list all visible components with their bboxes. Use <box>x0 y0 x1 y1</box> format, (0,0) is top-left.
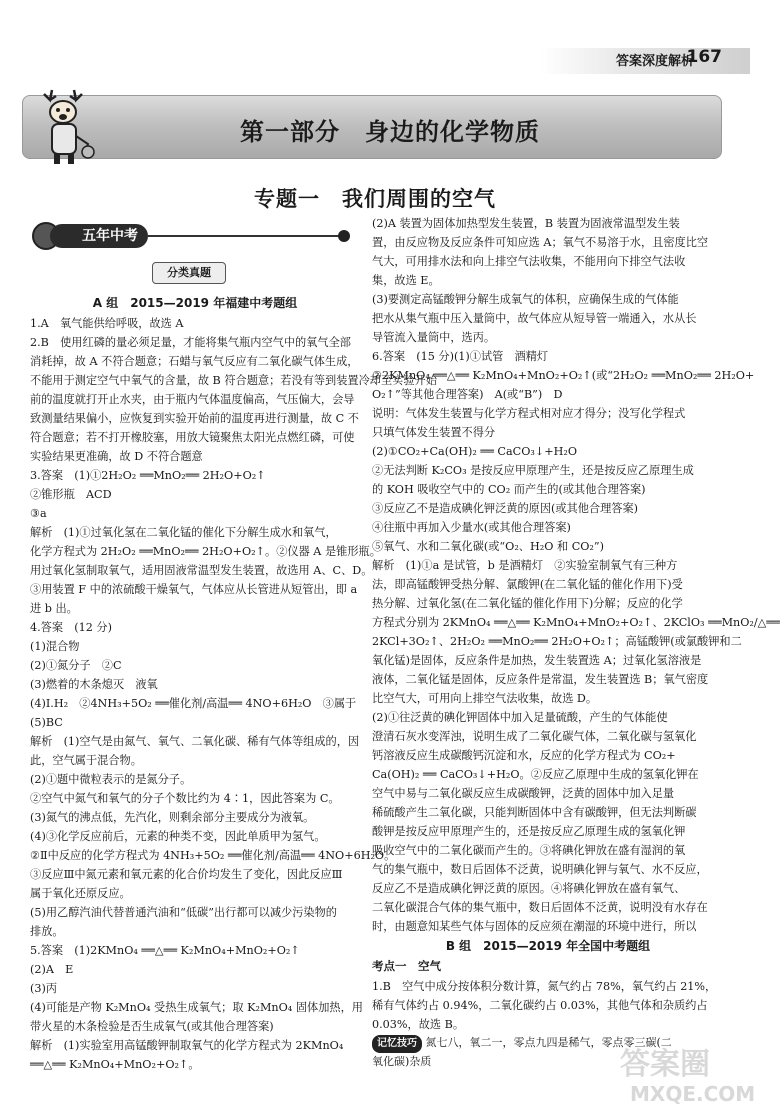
divider <box>148 235 340 237</box>
group-b-title: B 组 2015—2019 年全国中考题组 <box>445 939 651 953</box>
answer-line: 前的温度就打开止水夹，由于瓶内气体温度偏高，气压偏大，会导 <box>30 393 355 406</box>
answer-line: 致测量结果偏小，应恢复到实验开始前的温度再进行测量，故 C 不 <box>30 412 359 425</box>
answer-line: 气的集气瓶中，数日后固体不泛黄，说明碘化钾与氧气、水不反应， <box>372 863 708 876</box>
answer-line: ④往瓶中再加入少量水(或其他合理答案) <box>372 521 571 534</box>
answer-line: ②空气中氮气和氧气的分子个数比约为 4∶1，因此答案为 C。 <box>30 792 340 805</box>
answer-line: 只填气体发生装置不得分 <box>372 426 496 439</box>
header-section-title: 答案深度解析 <box>615 54 694 69</box>
answer-line: ②锥形瓶 ACD <box>30 488 112 501</box>
answer-line: 2KCl+3O₂↑、2H₂O₂ ══MnO₂══ 2H₂O+O₂↑；高锰酸钾(或氯酸钾和二 <box>372 635 742 648</box>
answer-line: (2)A 装置为固体加热型发生装置，B 装置为固液常温型发生装 <box>372 217 680 230</box>
part-title: 第一部分 身边的化学物质 <box>240 118 540 146</box>
answer-line: 消耗掉，故 A 不符合题意；石蜡与氧气反应有二氧化碳气体生成， <box>30 355 359 368</box>
answer-line: 进 b 出。 <box>30 602 78 615</box>
answer-line: 集，故选 E。 <box>372 274 440 287</box>
memory-tip-label: 记忆技巧 <box>372 1035 422 1053</box>
answer-line: (2)A E <box>30 963 74 976</box>
answer-line: Ca(OH)₂ ══ CaCO₃↓+H₂O。②反应乙原理中生成的氢氧化钾在 <box>372 768 699 781</box>
answer-line: 解析 (1)实验室用高锰酸钾制取氧气的化学方程式为 2KMnO₄ <box>30 1039 344 1052</box>
memory-tip-text-cont: 氧化碳)杂质 <box>372 1055 432 1068</box>
group-b-answers <box>372 977 724 1034</box>
answer-line: 空气中易与二氧化碳反应生成碳酸钾，泛黄的固体中加入足量 <box>372 787 675 800</box>
answer-line: 不能用于测定空气中氧气的含量，故 B 符合题意；若没有等到装置冷却至实验开始 <box>30 374 437 387</box>
answer-line: 的 KOH 吸收空气中的 CO₂ 而产生的(或其他合理答案) <box>372 483 646 496</box>
answer-line: (3)燃着的木条熄灭 液氧 <box>30 678 158 691</box>
answer-line: 氧化锰)是固体，反应条件是加热，发生装置选 A；过氧化氢溶液是 <box>372 654 702 667</box>
answer-line: 2.B 使用红磷的量必须足量，才能将集气瓶内空气中的氧气全部 <box>30 336 351 349</box>
answer-line: (3)要测定高锰酸钾分解生成氧气的体积，应确保生成的气体能 <box>372 293 679 306</box>
answer-line: (2)①往泛黄的碘化钾固体中加入足量硫酸，产生的气体能使 <box>372 711 668 724</box>
answer-line: 1.B 空气中成分按体积分数计算，氮气约占 78%，氧气约占 21%， <box>372 980 717 993</box>
page-number: 167 <box>686 47 722 67</box>
answer-line: (2)①题中微粒表示的是氮分子。 <box>30 773 192 786</box>
answer-line: (1)混合物 <box>30 640 80 653</box>
answer-line: (2)①氮分子 ②C <box>30 659 122 672</box>
answer-line: 澄清石灰水变浑浊，说明生成了二氧化碳气体，二氧化碳与氢氧化 <box>372 730 697 743</box>
answer-line: 实验结果更准确，故 D 不符合题意 <box>30 450 203 463</box>
answer-line: 液体，二氧化锰是固体，反应条件是常温，发生装置选 B；氧气密度 <box>372 673 709 686</box>
answer-line: O₂↑”等其他合理答案) A(或“B”) D <box>372 388 563 401</box>
answer-line: ③反应乙不是造成碘化钾泛黄的原因(或其他合理答案) <box>372 502 639 515</box>
answer-line: 用过氧化氢制取氧气，适用固液常温型发生装置，故选用 A、C、D。 <box>30 564 373 577</box>
answer-line: 6.答案 (15 分)(1)①试管 酒精灯 <box>372 350 549 363</box>
answer-line: 此，空气属于混合物。 <box>30 754 142 767</box>
watermark-url: MXQE.COM <box>630 1082 756 1106</box>
answer-line: 符合题意；若不打开橡胶塞，用放大镜聚焦太阳光点燃红磷，可使 <box>30 431 355 444</box>
answer-line: 带火星的木条检验是否生成氧气(或其他合理答案) <box>30 1020 274 1033</box>
answer-line: ②Ⅱ中反应的化学方程式为 4NH₃+5O₂ ══催化剂/高温══ 4NO+6H₂O。 <box>30 849 396 862</box>
five-year-label: 五年中考 <box>50 224 148 248</box>
right-column <box>372 214 780 936</box>
answer-line: 说明：气体发生装置与化学方程式相对应才得分；没写化学程式 <box>372 407 686 420</box>
watermark-logo: 答案圈 <box>620 1047 710 1082</box>
answer-line: 热分解、过氧化氢(在二氧化锰的催化作用下)分解；反应的化学 <box>372 597 683 610</box>
answer-line: 5.答案 (1)2KMnO₄ ══△══ K₂MnO₄+MnO₂+O₂↑ <box>30 944 300 957</box>
answer-line: 导管流入量筒中，选丙。 <box>372 331 496 344</box>
answer-line: (2)①CO₂+Ca(OH)₂ ══ CaCO₃↓+H₂O <box>372 445 578 458</box>
bullet-icon <box>338 230 350 242</box>
answer-line: 吸收空气中的二氧化碳而产生的。③将碘化钾放在盛有湿润的氧 <box>372 844 686 857</box>
answer-line: 解析 (1)空气是由氮气、氧气、二氧化碳、稀有气体等组成的，因 <box>30 735 360 748</box>
memory-tip-text: 氮七八，氧二一，零点九四是稀气，零点零三碳(二 <box>425 1036 672 1049</box>
answer-line: 比空气大，可用向上排空气法收集，故选 D。 <box>372 692 598 705</box>
answer-line: 属于氧化还原反应。 <box>30 887 131 900</box>
answer-line: (4)③化学反应前后，元素的种类不变，因此单质甲为氢气。 <box>30 830 326 843</box>
answer-line: (3)丙 <box>30 982 58 995</box>
answer-line: 稀有气体约占 0.94%，二氧化碳约占 0.03%，其他气体和杂质约占 <box>372 999 708 1012</box>
answer-line: 把水从集气瓶中压入量筒中，故气体应从短导管一端通入，水从长 <box>372 312 697 325</box>
answer-line: 4.答案 (12 分) <box>30 621 112 634</box>
answer-line: ══△══ K₂MnO₄+MnO₂+O₂↑。 <box>30 1058 200 1071</box>
answer-line: 解析 (1)①a 是试管，b 是酒精灯 ②实验室制氧气有三种方 <box>372 559 678 572</box>
answer-line: (5)BC <box>30 716 63 729</box>
answer-line: 排放。 <box>30 925 64 938</box>
answer-line: 方程式分别为 2KMnO₄ ══△══ K₂MnO₄+MnO₂+O₂↑、2KClO₃ ══MnO₂/△══ <box>372 616 780 629</box>
answer-line: (5)用乙醇汽油代替普通汽油和“低碳”出行都可以减少污染物的 <box>30 906 337 919</box>
answer-line: 0.03%，故选 B。 <box>372 1018 465 1031</box>
exam-point-title: 考点一 空气 <box>372 959 441 973</box>
answer-line: 3.答案 (1)①2H₂O₂ ══MnO₂══ 2H₂O+O₂↑ <box>30 469 266 482</box>
answer-line: 二氧化碳混合气体的集气瓶中，数日后固体不泛黄，说明没有水存在 <box>372 901 708 914</box>
answer-line: (4)可能是产物 K₂MnO₄ 受热生成氧气；取 K₂MnO₄ 固体加热，用 <box>30 1001 363 1014</box>
answer-line: ②无法判断 K₂CO₃ 是按反应甲原理产生，还是按反应乙原理生成 <box>372 464 694 477</box>
answer-line: ②2KMnO₄ ══△══ K₂MnO₄+MnO₂+O₂↑(或“2H₂O₂ ══MnO₂══ 2H₂O+ <box>372 369 755 382</box>
answer-line: ③反应Ⅲ中氮元素和氧元素的化合价均发生了变化，因此反应Ⅲ <box>30 868 343 881</box>
answer-line: 化学方程式为 2H₂O₂ ══MnO₂══ 2H₂O+O₂↑。②仪器 A 是锥形瓶。 <box>30 545 381 558</box>
group-a-title: A 组 2015—2019 年福建中考题组 <box>92 296 298 310</box>
deer-mascot-icon <box>30 86 100 166</box>
answer-line: 时，由题意知某些气体与固体的反应须在潮湿的环境中进行，所以 <box>372 920 697 933</box>
answer-line: 钙溶液反应生成碳酸钙沉淀和水，反应的化学方程式为 CO₂+ <box>372 749 676 762</box>
five-year-bar <box>30 222 350 250</box>
answer-line: 置，由反应物及反应条件可知应选 A；氧气不易溶于水，且密度比空 <box>372 236 709 249</box>
answer-line: 气大，可用排水法和向上排空气法收集，不能用向下排空气法收 <box>372 255 686 268</box>
category-badge: 分类真题 <box>152 262 226 284</box>
answer-line: ③a <box>30 507 47 520</box>
answer-line: 1.A 氧气能供给呼吸，故选 A <box>30 317 184 330</box>
answer-line: 解析 (1)①过氧化氢在二氧化锰的催化下分解生成水和氧气， <box>30 526 337 539</box>
answer-line: 稀硫酸产生二氧化碳，只能判断固体中含有碳酸钾，但无法判断碳 <box>372 806 697 819</box>
answer-line: 法，即高锰酸钾受热分解、氯酸钾(在二氧化锰的催化作用下)受 <box>372 578 683 591</box>
answer-line: ③用装置 F 中的浓硫酸干燥氧气，气体应从长管进从短管出，即 a <box>30 583 358 596</box>
answer-line: (4)Ⅰ.H₂ ②4NH₃+5O₂ ══催化剂/高温══ 4NO+6H₂O ③属于 <box>30 697 357 710</box>
answer-line: ⑤氧气、水和二氧化碳(或“O₂、H₂O 和 CO₂”) <box>372 540 605 553</box>
topic-title: 专题一 我们周围的空气 <box>254 187 496 211</box>
answer-line: 酸钾是按反应甲原理产生的，还是按反应乙原理生成的氢氧化钾 <box>372 825 686 838</box>
answer-line: 反应乙不是造成碘化钾泛黄的原因。④将碘化钾放在盛有氧气、 <box>372 882 686 895</box>
answer-line: (3)氮气的沸点低，先汽化，则剩余部分主要成分为液氧。 <box>30 811 315 824</box>
